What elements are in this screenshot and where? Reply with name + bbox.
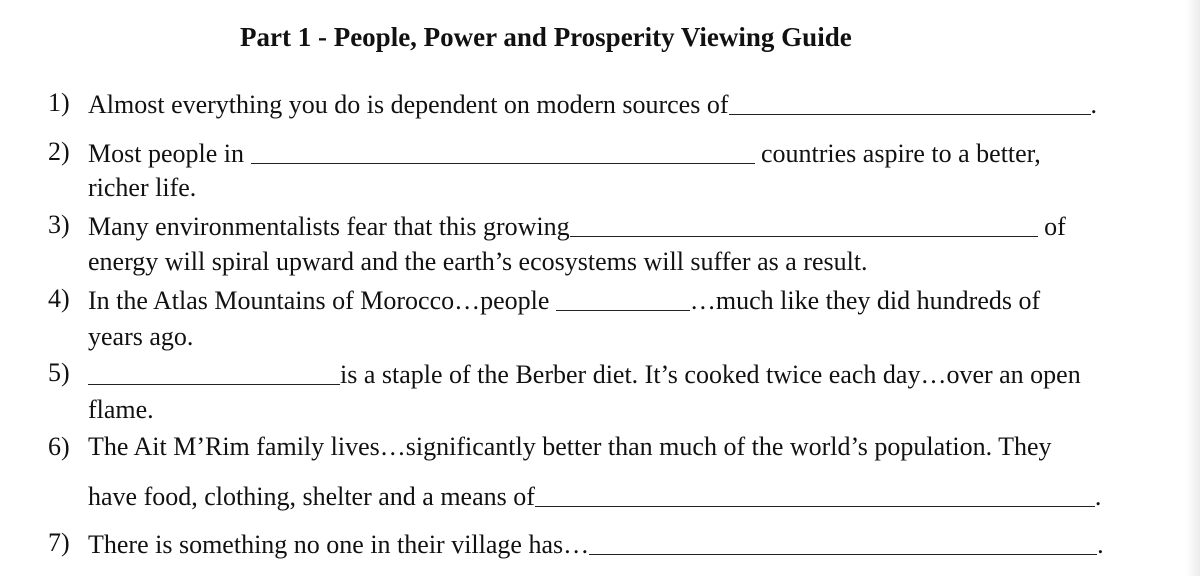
question-4-text-post: …much like they did hundreds of xyxy=(689,286,1041,315)
question-4-line-1 xyxy=(88,286,1040,314)
question-7-period: . xyxy=(1097,530,1104,559)
question-7-answer-blank[interactable] xyxy=(589,532,1097,555)
question-3-number: 3) xyxy=(48,210,70,239)
question-4-line-2: years ago. xyxy=(88,322,194,351)
question-5-number: 5) xyxy=(48,358,70,387)
question-3-line-2: energy will spiral upward and the earth’s ecosystems will suffer as a result. xyxy=(88,247,868,276)
question-1-period: . xyxy=(1090,90,1097,119)
question-3-text-post: of xyxy=(1044,212,1066,241)
question-6-text-pre: have food, clothing, shelter and a means of xyxy=(88,482,535,511)
question-6-period: . xyxy=(1094,482,1102,511)
question-5-answer-blank[interactable] xyxy=(88,362,340,385)
question-6-line-2 xyxy=(88,482,1101,510)
question-2-number: 2) xyxy=(48,137,70,166)
question-2-answer-blank[interactable] xyxy=(251,141,755,164)
question-3-line-1 xyxy=(88,212,1066,240)
question-1-line-1 xyxy=(88,90,1097,118)
question-2-line-1 xyxy=(88,139,1041,167)
page-title: Part 1 - People, Power and Prosperity Viewing Guide xyxy=(240,22,852,52)
question-7-text: There is something no one in their village has… xyxy=(88,530,590,559)
question-2-text-post: countries aspire to a better, xyxy=(761,139,1041,168)
question-4-number: 4) xyxy=(48,284,70,313)
question-3-answer-blank[interactable] xyxy=(570,214,1038,237)
question-2-line-2: richer life. xyxy=(88,173,197,202)
question-5-line-1 xyxy=(88,360,1081,388)
question-5-text-post: is a staple of the Berber diet. It’s cooked twice each day…over an open xyxy=(340,360,1081,389)
question-6-number: 6) xyxy=(48,432,70,461)
page-edge-shadow xyxy=(1186,0,1200,576)
question-1-text: Almost everything you do is dependent on modern sources of xyxy=(88,90,729,119)
question-4-text-pre: In the Atlas Mountains of Morocco…people xyxy=(88,286,550,315)
question-6-answer-blank[interactable] xyxy=(535,484,1095,507)
question-3-text-pre: Many environmentalists fear that this growing xyxy=(88,212,570,241)
question-1-number: 1) xyxy=(48,88,70,117)
question-7-line-1 xyxy=(88,530,1104,558)
question-7-number: 7) xyxy=(48,528,70,557)
question-6-line-1: The Ait M’Rim family lives…significantly better than much of the world’s population. They xyxy=(88,432,1052,461)
question-1-answer-blank[interactable] xyxy=(729,92,1091,115)
question-2-text-pre: Most people in xyxy=(88,139,244,168)
question-4-answer-blank[interactable] xyxy=(556,288,690,311)
question-5-line-2: flame. xyxy=(88,395,154,424)
